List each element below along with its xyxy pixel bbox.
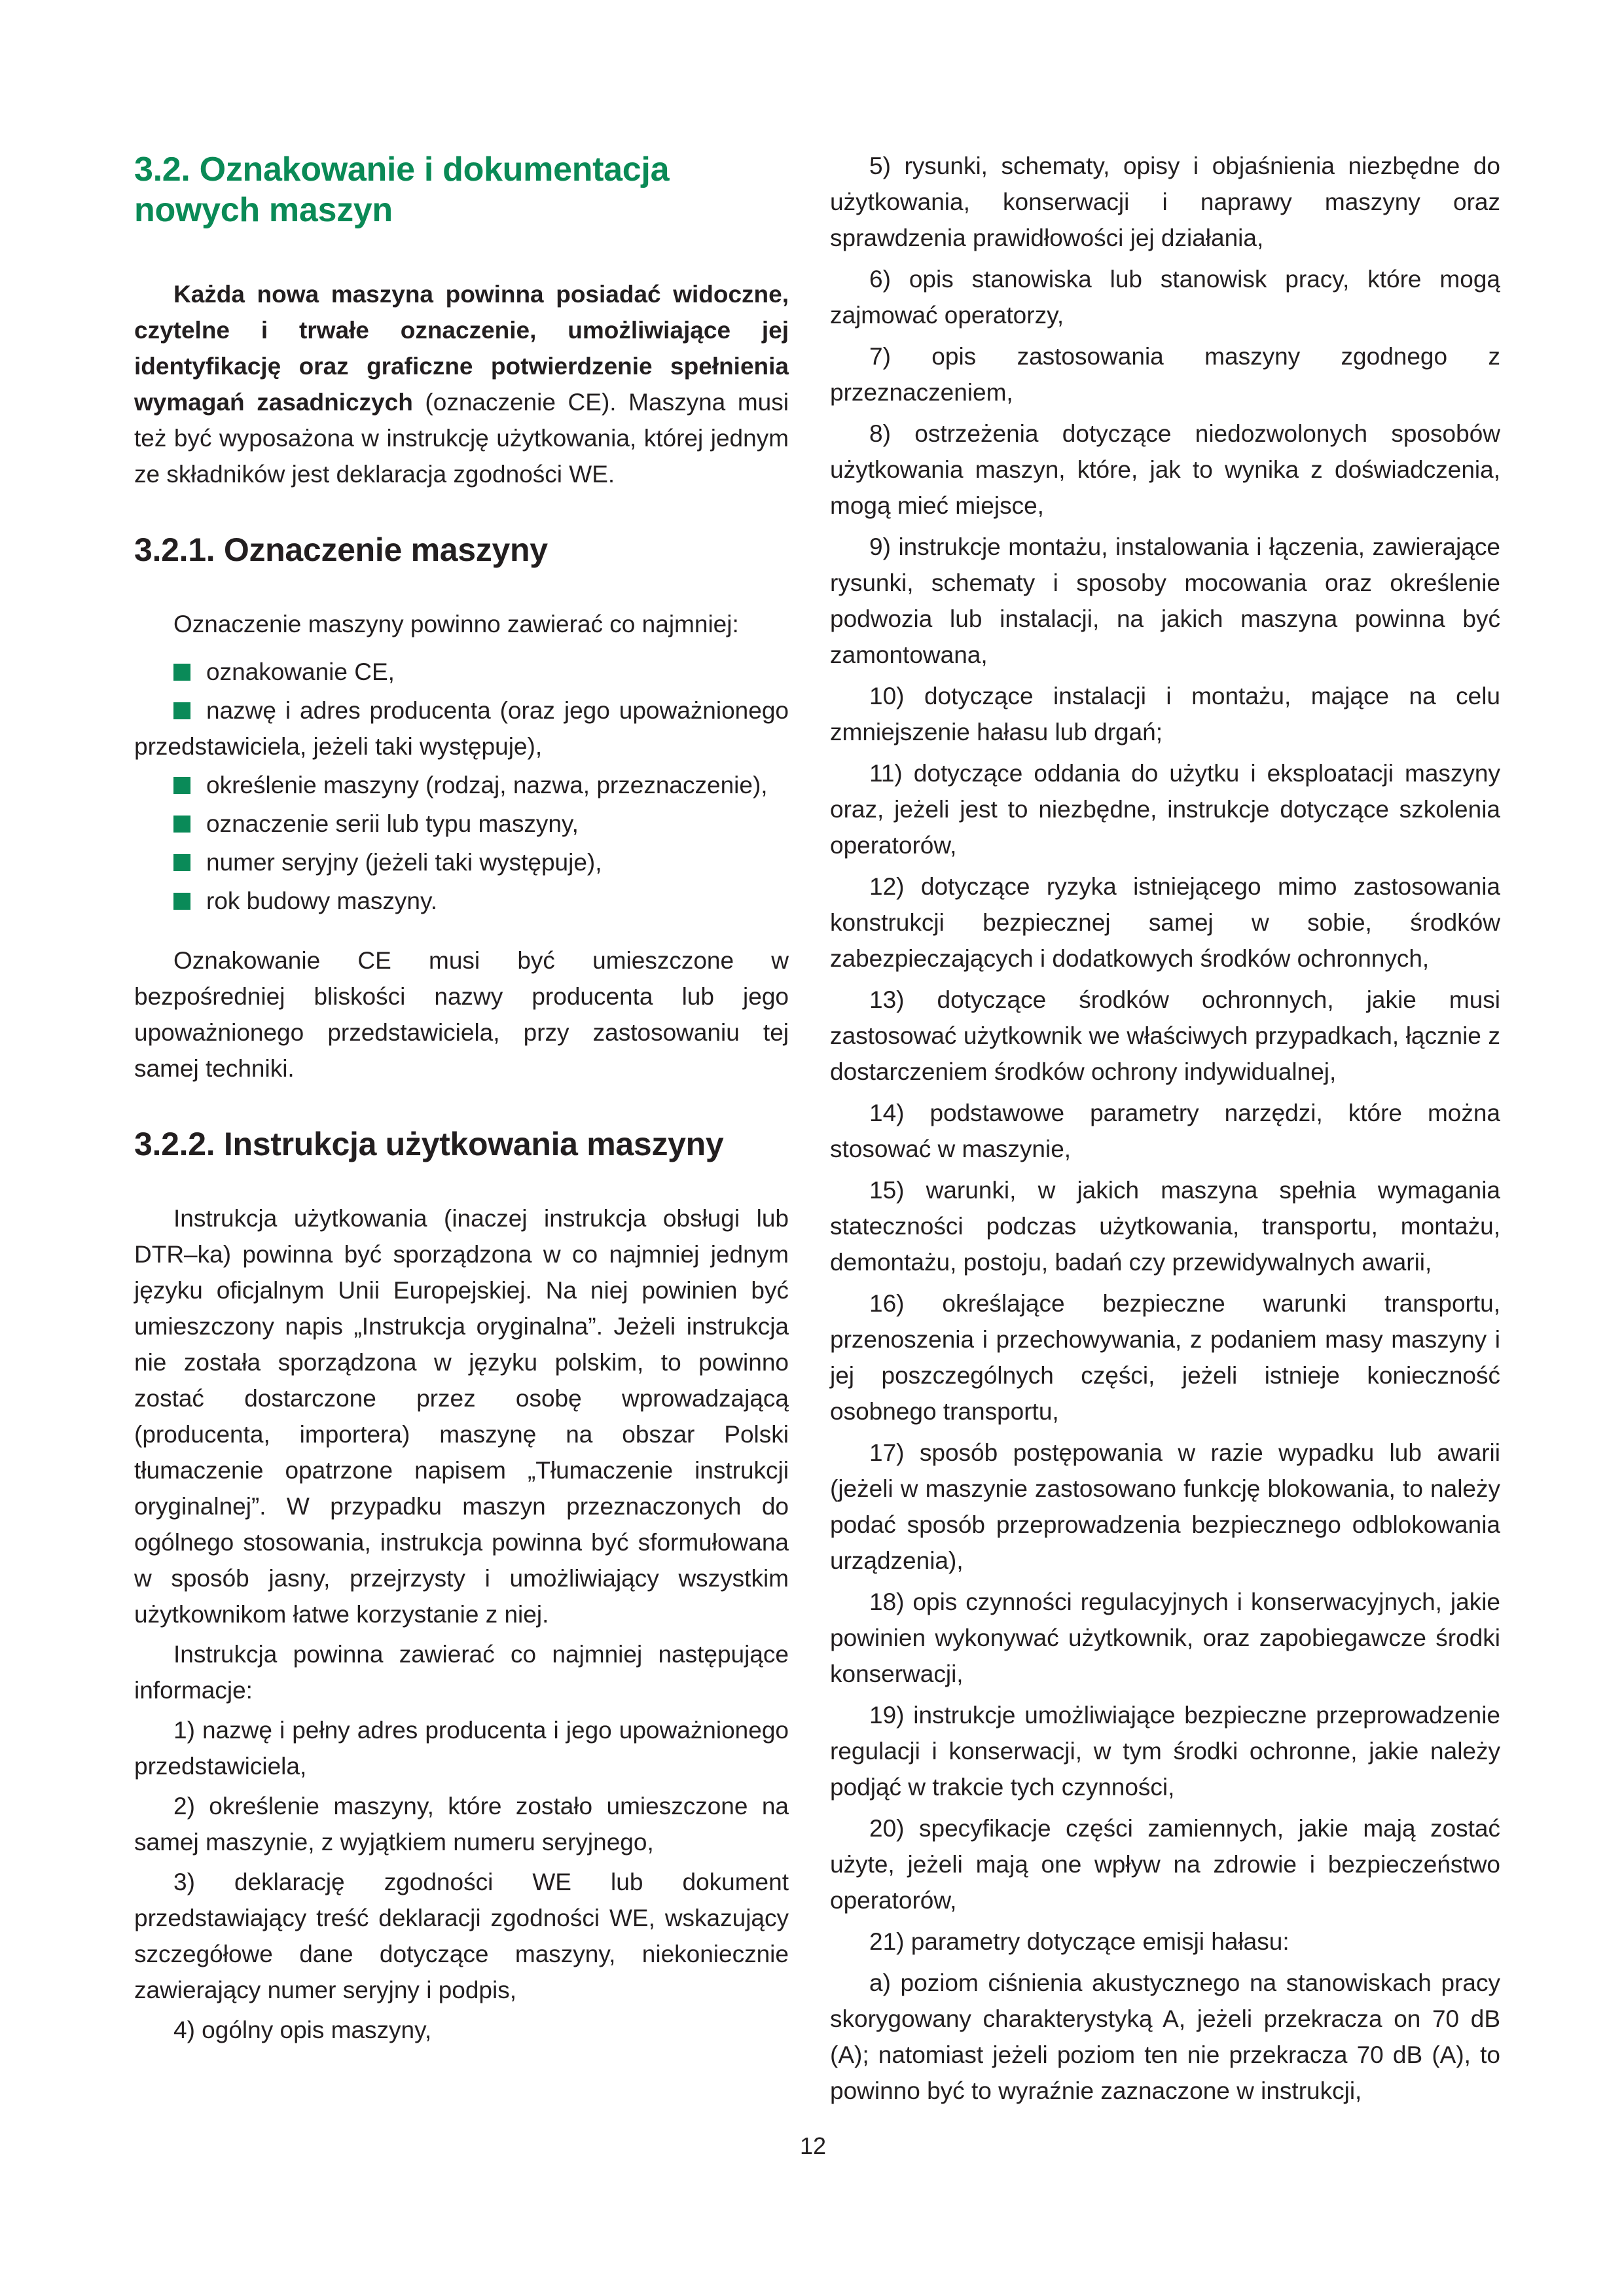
lead-regular-text: (oznaczenie CE). Maszyna musi też być wyposażona w instrukcję użytkowania, której jednym ze składników jest deklaracja zgodności WE. [134,389,789,488]
bullet-item: numer seryjny (jeżeli taki występuje), [134,844,789,880]
bullet-item: oznaczenie serii lub typu maszyny, [134,806,789,842]
numbered-item: 17) sposób postępowania w razie wypadku lub awarii (jeżeli w maszynie zastosowano funkcję blokowania, to należy podać sposób przeprowadzenia bezpiecznego odblokowania urządzenia), [830,1439,1500,1574]
ce-placement-paragraph: Oznakowanie CE musi być umieszczone w bezpośredniej bliskości nazwy producenta lub jego upoważnionego przedstawiciela, przy zastosowaniu tej samej techniki. [134,947,789,1082]
numbered-item: 12) dotyczące ryzyka istniejącego mimo zastosowania konstrukcji bezpiecznej samej w sobie, środków zabezpieczających i dodatkowych środków ochronnych, [830,873,1500,972]
sub-item: a) poziom ciśnienia akustycznego na stanowiskach pracy skorygowany charakterystyką A, jeżeli przekracza on 70 dB (A); natomiast jeżeli poziom ten nie przekracza 70 dB (A), to powinno być to wyraźnie zaznaczone w instrukcji, [830,1969,1500,2104]
numbered-item: 2) określenie maszyny, które zostało umieszczone na samej maszynie, z wyjątkiem numeru seryjnego, [134,1793,789,1856]
numbered-item: 11) dotyczące oddania do użytku i eksploatacji maszyny oraz, jeżeli jest to niezbędne, instrukcje dotyczące szkolenia operatorów, [830,760,1500,859]
green-square-bullet-icon [173,777,190,794]
marking-bullet-list [134,654,789,919]
right-column [830,148,1500,2114]
numbered-item: 16) określające bezpieczne warunki transportu, przenoszenia i przechowywania, z podaniem masy maszyny i jej poszczególnych części, jeżeli istnieje konieczność osobnego transportu, [830,1290,1500,1425]
lead-paragraph [134,276,789,492]
green-square-bullet-icon [173,816,190,833]
lead-bold-text: Każda nowa maszyna powinna posiadać widoczne, czytelne i trwałe oznaczenie, umożliwiające jej identyfikację oraz graficzne potwierdzenie spełnienia wymagań zasadniczych [134,281,789,416]
green-square-bullet-icon [173,854,190,871]
green-square-bullet-icon [173,664,190,681]
marking-intro: Oznaczenie maszyny powinno zawierać co najmniej: [173,611,739,637]
numbered-item: 6) opis stanowiska lub stanowisk pracy, które mogą zajmować operatorzy, [830,266,1500,329]
numbered-item: 19) instrukcje umożliwiające bezpieczne przeprowadzenie regulacji i konserwacji, w tym środki ochronne, jakie należy podjąć w trakcie tych czynności, [830,1702,1500,1801]
bullet-item: nazwę i adres producenta (oraz jego upoważnionego przedstawiciela, jeżeli taki występuje), [134,697,789,760]
green-square-bullet-icon [173,893,190,910]
instructions-paragraph: Instrukcja użytkowania (inaczej instrukcja obsługi lub DTR–ka) powinna być sporządzona w co najmniej jednym języku oficjalnym Unii Europejskiej. Na niej powinien być umieszczony napis „Instrukcja oryginalna”. Jeżeli instrukcja nie została sporządzona w języku polskim, to powinno zostać dostarczone przez osobę wprowadzającą (producenta, importera) maszynę na obszar Polski tłumaczenie opatrzone napisem „Tłumaczenie instrukcji oryginalnej”. W przypadku maszyn przeznaczonych do ogólnego stosowania, instrukcja powinna być sformułowana w sposób jasny, przejrzysty i umożliwiający wszystkim użytkownikom łatwe korzystanie z niej. [134,1205,789,1628]
numbered-item: 14) podstawowe parametry narzędzi, które można stosować w maszynie, [830,1100,1500,1162]
numbered-item: 18) opis czynności regulacyjnych i konserwacyjnych, jakie powinien wykonywać użytkownik, oraz zapobiegawcze środki konserwacji, [830,1588,1500,1687]
numbered-item: 3) deklarację zgodności WE lub dokument przedstawiający treść deklaracji zgodności WE, wskazujący szczegółowe dane dotyczące maszyny, niekoniecznie zawierający numer seryjny i podpis, [134,1869,789,2003]
page-number: 12 [800,2132,827,2159]
numbered-item: 21) parametry dotyczące emisji hałasu: [869,1928,1290,1955]
green-square-bullet-icon [173,702,190,719]
numbered-item: 20) specyfikacje części zamiennych, jakie mają zostać użyte, jeżeli mają one wpływ na zdrowie i bezpieczeństwo operatorów, [830,1815,1500,1914]
left-column [134,149,789,2052]
numbered-item: 10) dotyczące instalacji i montażu, mające na celu zmniejszenie hałasu lub drgań; [830,683,1500,745]
numbered-item: 5) rysunki, schematy, opisy i objaśnienia niezbędne do użytkowania, konserwacji i naprawy maszyny oraz sprawdzenia prawidłowości jej działania, [830,152,1500,251]
numbered-item: 13) dotyczące środków ochronnych, jakie musi zastosować użytkownik we właściwych przypadkach, łącznie z dostarczeniem środków ochrony indywidualnej, [830,986,1500,1085]
subsection-heading-marking: 3.2.1. Oznaczenie maszyny [134,531,548,568]
numbered-item: 9) instrukcje montażu, instalowania i łączenia, zawierające rysunki, schematy i sposoby mocowania oraz określenie podwozia lub instalacji, na jakich maszyna powinna być zamontowana, [830,533,1500,668]
numbered-item: 7) opis zastosowania maszyny zgodnego z przeznaczeniem, [830,343,1500,406]
numbered-item: 4) ogólny opis maszyny, [173,2017,432,2043]
bullet-item: rok budowy maszyny. [134,883,789,919]
numbered-item: 1) nazwę i pełny adres producenta i jego upoważnionego przedstawiciela, [134,1717,789,1780]
bullet-item: określenie maszyny (rodzaj, nazwa, przeznaczenie), [134,767,789,803]
bullet-item: oznakowanie CE, [134,654,789,690]
numbered-item: 15) warunki, w jakich maszyna spełnia wymagania stateczności podczas użytkowania, transportu, montażu, demontażu, postoju, badań czy przewidywalnych awarii, [830,1177,1500,1276]
instructions-contents-intro: Instrukcja powinna zawierać co najmniej następujące informacje: [134,1641,789,1704]
section-title: 3.2. Oznakowanie i dokumentacja nowych maszyn [134,151,670,229]
subsection-heading-instructions: 3.2.2. Instrukcja użytkowania maszyny [134,1126,724,1162]
numbered-item: 8) ostrzeżenia dotyczące niedozwolonych sposobów użytkowania maszyn, które, jak to wynika z doświadczenia, mogą mieć miejsce, [830,420,1500,519]
